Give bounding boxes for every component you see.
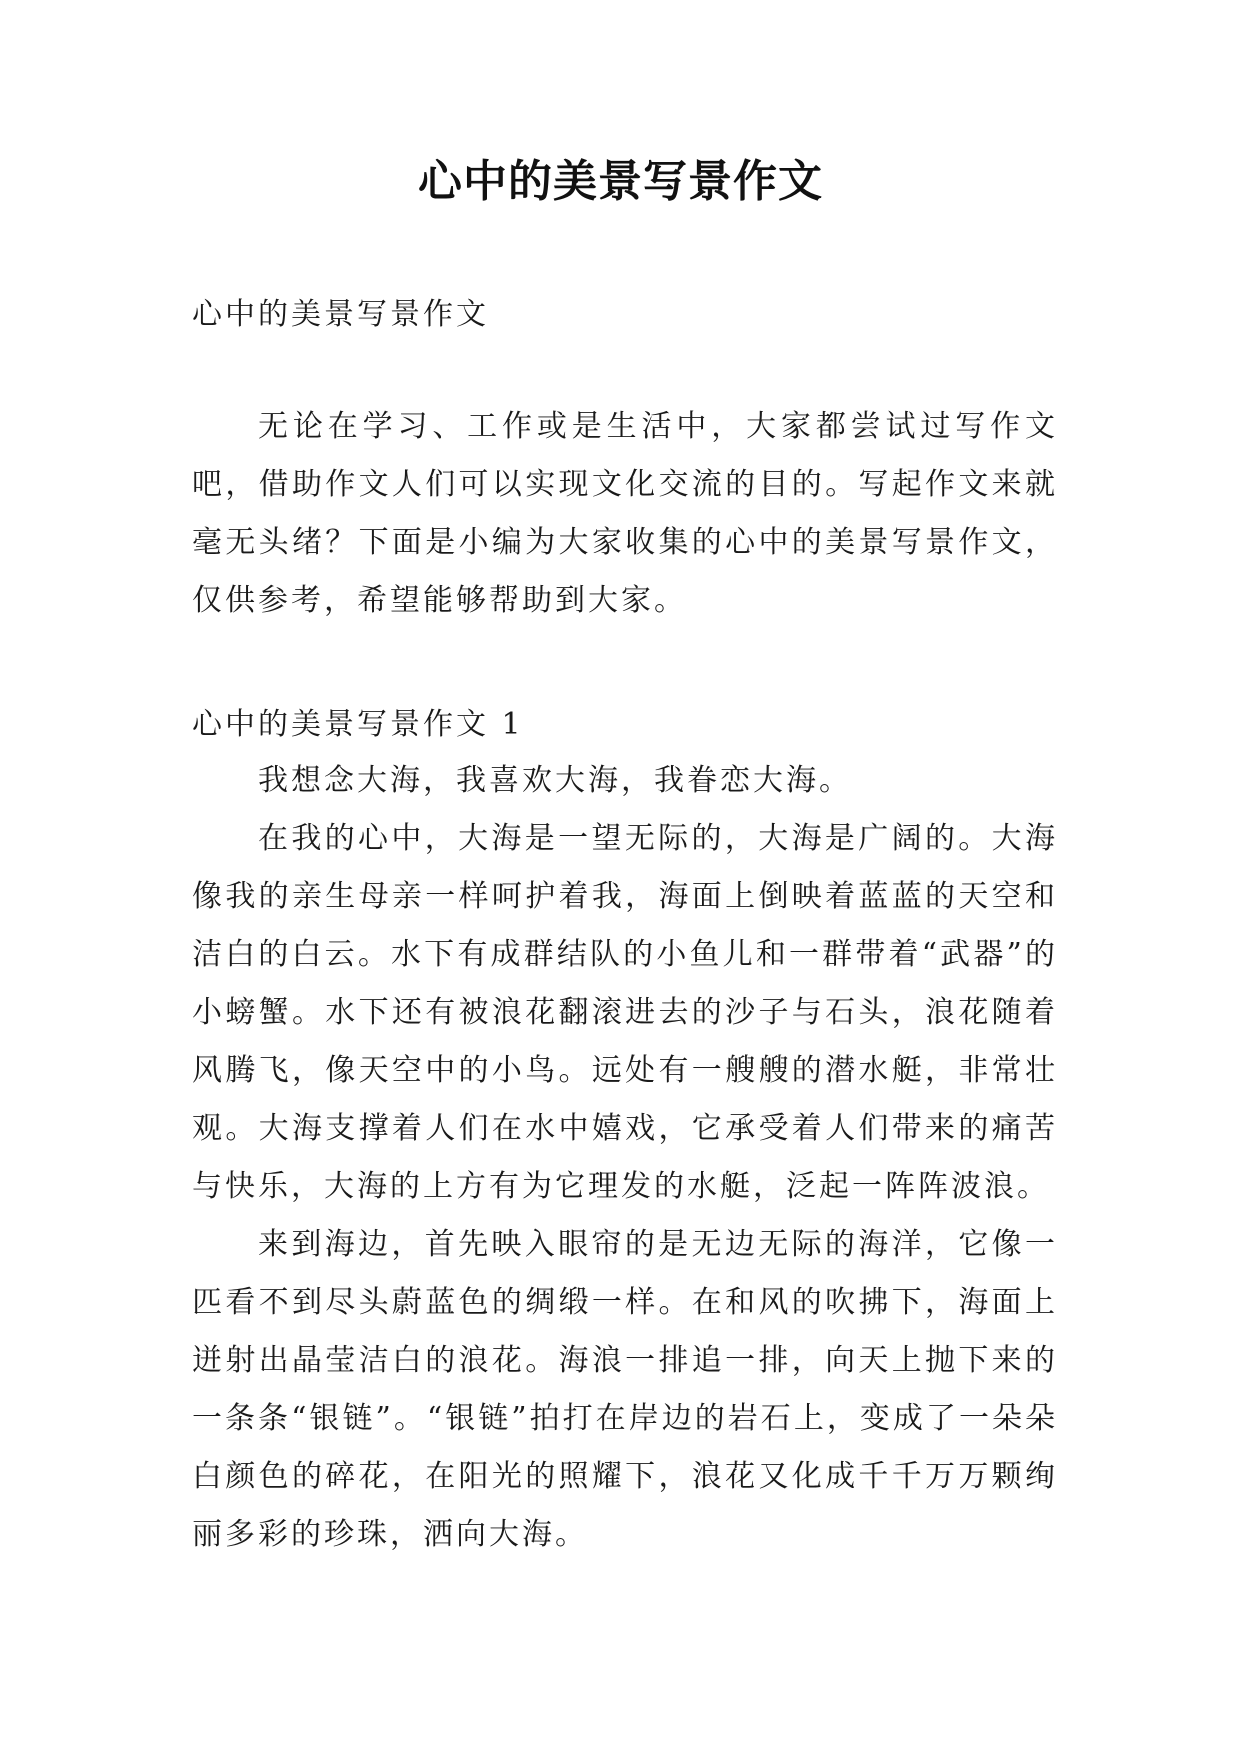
section-heading: 心中的美景写景作文 1: [192, 707, 524, 742]
body-paragraph: 在我的心中，大海是一望无际的，大海是广阔的。大海像我的亲生母亲一样呵护着我，海面上倒映着蓝蓝的天空和洁白的白云。水下有成群结队的小鱼儿和一群带着“武器”的小螃蟹。水下还有被浪花翻滚进去的沙子与石头，浪花随着风腾飞，像天空中的小鸟。远处有一艘艘的潜水艇，非常壮观。大海支撑着人们在水中嬉戏，它承受着人们带来的痛苦与快乐，大海的上方有为它理发的水艇，泛起一阵阵波浪。: [192, 821, 1058, 1204]
intro-paragraph: 无论在学习、工作或是生活中，大家都尝试过写作文吧，借助作文人们可以实现文化交流的目的。写起作文来就毫无头绪？下面是小编为大家收集的心中的美景写景作文，仅供参考，希望能够帮助到大家。: [192, 409, 1058, 618]
section-body: [192, 752, 1058, 1564]
intro-section: [192, 398, 1058, 630]
body-paragraph: 来到海边，首先映入眼帘的是无边无际的海洋，它像一匹看不到尽头蔚蓝色的绸缎一样。在和风的吹拂下，海面上迸射出晶莹洁白的浪花。海浪一排追一排，向天上抛下来的一条条“银链”。“银链”拍打在岸边的岩石上，变成了一朵朵白颜色的碎花，在阳光的照耀下，浪花又化成千千万万颗绚丽多彩的珍珠，洒向大海。: [192, 1227, 1058, 1552]
document-title: 心中的美景写景作文: [418, 156, 823, 207]
document-subtitle: 心中的美景写景作文: [192, 297, 489, 332]
body-paragraph: 我想念大海，我喜欢大海，我眷恋大海。: [258, 763, 852, 798]
